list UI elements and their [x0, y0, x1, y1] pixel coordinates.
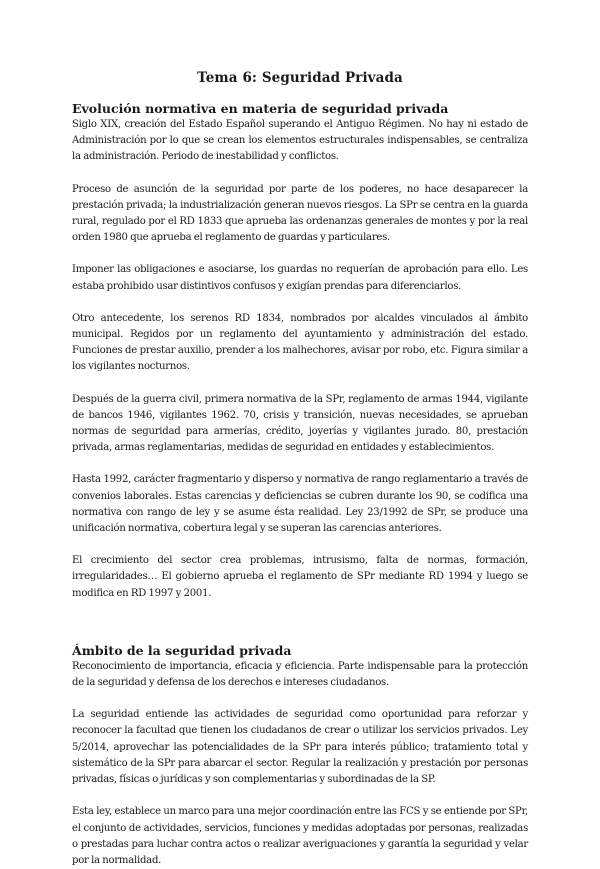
paragraph: Imponer las obligaciones e asociarse, los guardas no requerían de aprobación para ello. Les estaba prohibido usar distintivos confusos y exigían prendas para diferenciarlos.	[72, 264, 528, 292]
document-title: Tema 6: Seguridad Privada	[197, 70, 403, 86]
section-evolucion-normativa	[72, 100, 528, 602]
paragraph: El crecimiento del sector crea problemas, intrusismo, falta de normas, formación, irregularidades… El gobierno aprueba el reglamento de SPr mediante RD 1994 y luego se modifica en RD 1997 y 2001.	[72, 555, 528, 599]
paragraph: Siglo XIX, creación del Estado Español superando el Antiguo Régimen. No hay ni estado de Administración por lo que se crean los elementos estructurales indispensables, se centraliza la administración. Periodo de inestabilidad y conflictos.	[72, 119, 528, 163]
section-heading: Ámbito de la seguridad privada	[72, 642, 292, 658]
section-spacer	[72, 618, 528, 642]
section-heading: Evolución normativa en materia de seguridad privada	[72, 101, 449, 116]
paragraph: Después de la guerra civil, primera normativa de la SPr, reglamento de armas 1944, vigilante de bancos 1946, vigilantes 1962. 70, crisis y transición, nuevas necesidades, se aprueban normas de seguridad para armerías, crédito, joyerías y vigilantes jurado. 80, prestación privada, armas reglamentarias, medidas de seguridad en entidades y establecimientos.	[72, 393, 528, 454]
paragraph: Otro antecedente, los serenos RD 1834, nombrados por alcaldes vinculados al ámbito municipal. Regidos por un reglamento del ayuntamiento y administración del estado. Funciones de prestar auxilio, prender a los malhechores, avisar por robo, etc. Figura similar a los vigilantes nocturnos.	[72, 312, 528, 373]
section-ambito	[72, 642, 528, 869]
paragraph: Reconocimiento de importancia, eficacia y eficiencia. Parte indispensable para la protección de la seguridad y defensa de los derechos e intereses ciudadanos.	[72, 660, 528, 689]
paragraph: Esta ley, establece un marco para una mejor coordinación entre las FCS y se entiende por SPr, el conjunto de actividades, servicios, funciones y medidas adoptadas por personas, realizadas o prestadas para luchar contra actos o realizar averiguaciones y garantía la seguridad y velar por la normalidad.	[72, 806, 528, 866]
paragraph: La seguridad entiende las actividades de seguridad como oportunidad para reforzar y reconocer la facultad que tienen los ciudadanos de crear o utilizar los servicios privados. Ley 5/2014, aprovechar las potencialidades de la SPr para interés público; tratamiento total y sistemático de la SPr para abarcar el sector. Regular la realización y prestación por personas privadas, físicas o jurídicas y son complementarias y subordinadas de la SP.	[72, 709, 528, 786]
paragraph: Proceso de asunción de la seguridad por parte de los poderes, no hace desaparecer la prestación privada; la industrialización generan nuevos riesgos. La SPr se centra en la guarda rural, regulado por el RD 1833 que aprueba las ordenanzas generales de montes y por la real orden 1980 que aprueba el reglamento de guardas y particulares.	[72, 183, 528, 244]
paragraph: Hasta 1992, carácter fragmentario y disperso y normativa de rango reglamentario a través de convenios laborales. Estas carencias y deficiencias se cubren durante los 90, se codifica una normativa con rango de ley y se asume ésta realidad. Ley 23/1992 de SPr, se produce una unificación normativa, cobertura legal y se superan las carencias anteriores.	[72, 474, 528, 535]
